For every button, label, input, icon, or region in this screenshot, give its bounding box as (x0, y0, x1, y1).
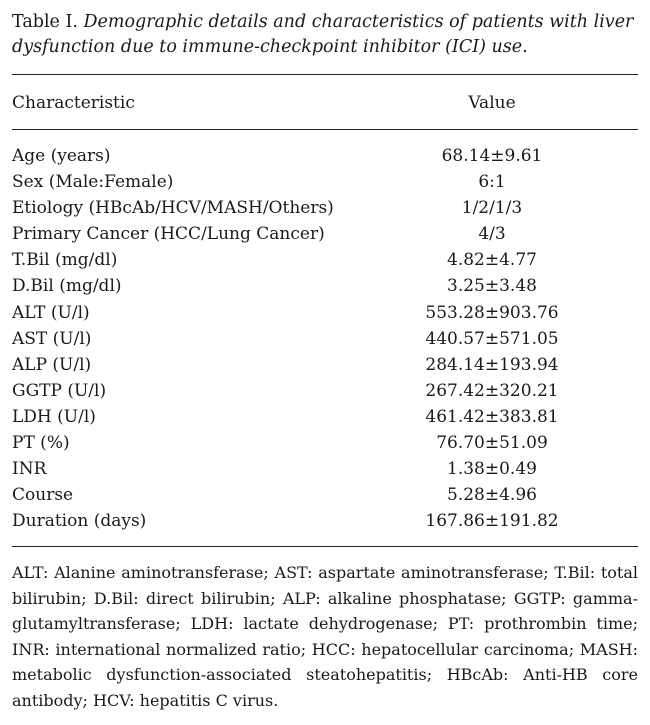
cell-characteristic: ALT (U/l) (12, 302, 90, 323)
table-row (12, 221, 638, 247)
table-row (12, 247, 638, 273)
cell-characteristic: PT (%) (12, 433, 70, 454)
cell-characteristic: Primary Cancer (HCC/Lung Cancer) (12, 224, 325, 245)
table-row (12, 378, 638, 404)
header-rule (12, 129, 638, 130)
table-body (12, 143, 638, 534)
cell-characteristic: AST (U/l) (12, 328, 92, 349)
table-footnote: ALT: Alanine aminotransferase; AST: aspartate aminotransferase; T.Bil: total bilirubin; D.Bil: direct bilirubin; ALP: alkaline phosphatase; GGTP: gamma-glutamyltransferase; LDH: lactate dehydrogenase; PT: prothrombin time; INR: international normalized ratio; HCC: hepatocellular carcinoma; MASH: metabolic dysfunction-associated steatohepatitis; HBcAb: Anti-HB core antibody; HCV: hepatitis C virus. (12, 563, 638, 710)
table-row (12, 430, 638, 456)
cell-value: 6:1 (478, 172, 506, 193)
cell-value: 4.82±4.77 (447, 250, 537, 271)
cell-value: 76.70±51.09 (436, 433, 548, 454)
table-row (12, 456, 638, 482)
table-row (12, 143, 638, 169)
table-row (12, 326, 638, 352)
cell-value: 3.25±3.48 (447, 276, 537, 297)
cell-characteristic: T.Bil (mg/dl) (12, 250, 118, 271)
cell-value: 68.14±9.61 (441, 146, 543, 166)
cell-characteristic: ALP (U/l) (12, 354, 92, 375)
table-row (12, 352, 638, 378)
table-caption (12, 10, 638, 60)
cell-value: 4/3 (478, 224, 506, 245)
cell-value: 167.86±191.82 (425, 511, 559, 532)
cell-value: 440.57±571.05 (425, 328, 559, 349)
cell-value: 5.28±4.96 (447, 485, 537, 506)
cell-value: 267.42±320.21 (425, 380, 559, 401)
caption-label: Table I. (12, 12, 78, 32)
table-row (12, 169, 638, 195)
cell-characteristic: Sex (Male:Female) (12, 172, 174, 193)
table-row (12, 482, 638, 508)
cell-characteristic: Course (12, 485, 74, 506)
header-characteristic: Characteristic (12, 93, 135, 113)
top-rule (12, 74, 638, 75)
table-row (12, 404, 638, 430)
cell-characteristic: INR (12, 459, 47, 480)
cell-value: 461.42±383.81 (425, 406, 559, 427)
cell-characteristic: Age (years) (12, 146, 111, 166)
table-row (12, 195, 638, 221)
cell-value: 553.28±903.76 (425, 302, 559, 323)
cell-value: 1.38±0.49 (447, 459, 537, 480)
caption-text: Demographic details and characteristics of patients with liver dysfunction due to immune-checkpoint inhibitor (ICI) use. (12, 12, 634, 57)
cell-characteristic: Duration (days) (12, 511, 147, 532)
cell-characteristic: D.Bil (mg/dl) (12, 276, 122, 297)
bottom-rule (12, 546, 638, 547)
table-row (12, 273, 638, 299)
cell-value: 284.14±193.94 (425, 354, 559, 375)
table-row (12, 300, 638, 326)
cell-value: 1/2/1/3 (461, 198, 523, 219)
header-value: Value (468, 93, 516, 113)
cell-characteristic: LDH (U/l) (12, 406, 96, 427)
cell-characteristic: Etiology (HBcAb/HCV/MASH/Others) (12, 198, 334, 219)
cell-characteristic: GGTP (U/l) (12, 380, 107, 401)
table-row (12, 508, 638, 534)
